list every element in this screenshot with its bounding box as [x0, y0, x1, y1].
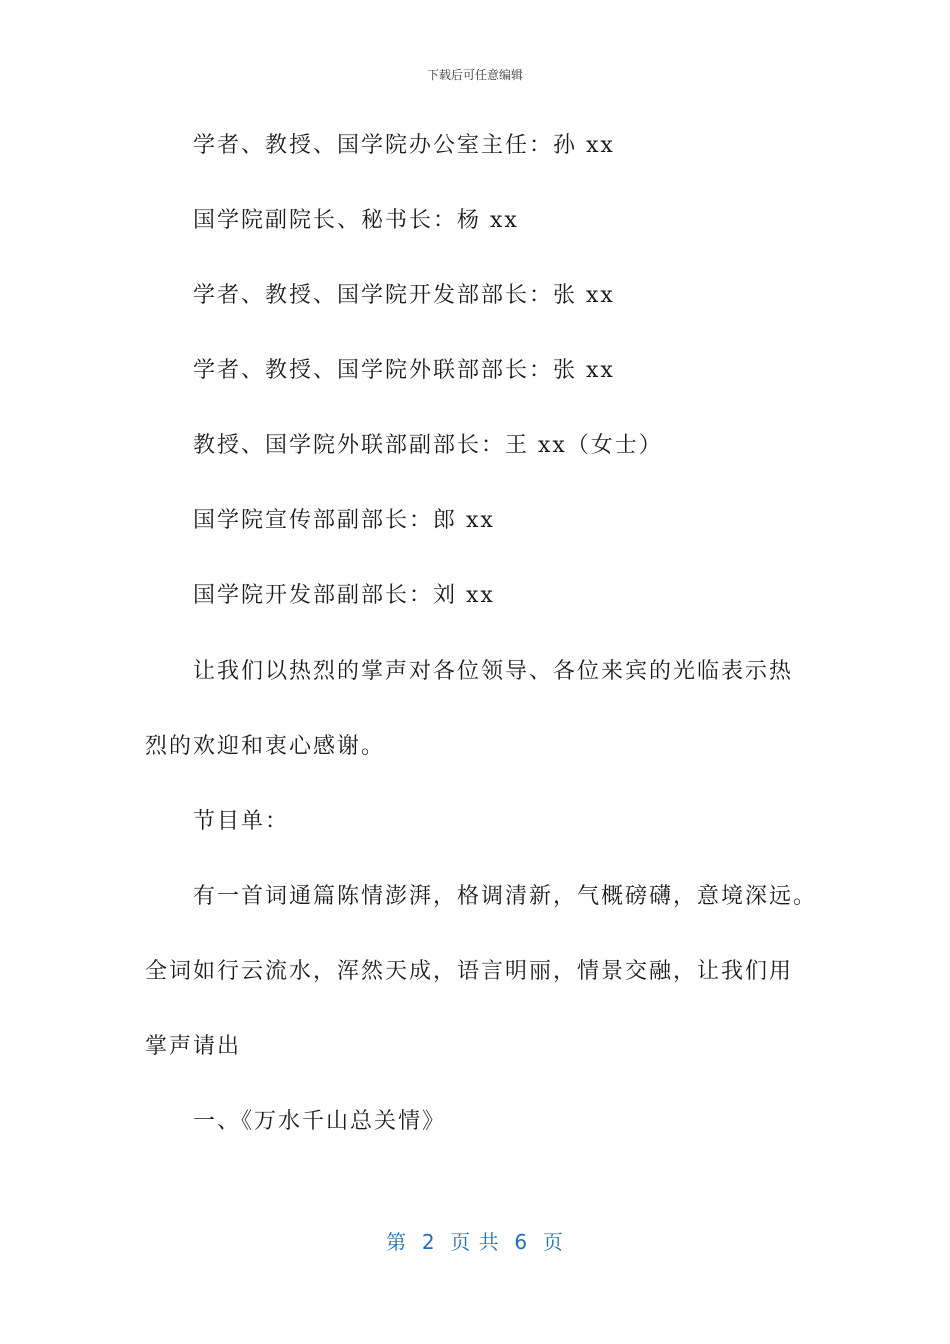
program-intro-line-2: 全词如行云流水，浑然天成，语言明丽，情景交融，让我们用: [145, 959, 794, 984]
attendee-line: 国学院副院长、秘书长：杨 xx: [193, 208, 519, 233]
program-item-1: 一、《万水千山总关情》: [193, 1109, 447, 1134]
program-heading: 节目单：: [193, 809, 290, 834]
page-number-footer: 第 2 页 共 6 页: [386, 1230, 564, 1254]
program-intro-line-3: 掌声请出: [145, 1034, 242, 1059]
attendee-line: 学者、教授、国学院开发部部长：张 xx: [193, 283, 615, 308]
welcome-line-1: 让我们以热烈的掌声对各位领导、各位来宾的光临表示热: [193, 659, 794, 684]
welcome-line-2: 烈的欢迎和衷心感谢。: [145, 734, 386, 759]
attendee-line: 学者、教授、国学院办公室主任：孙 xx: [193, 133, 615, 158]
attendee-line: 学者、教授、国学院外联部部长：张 xx: [193, 358, 615, 383]
document-body: [145, 127, 825, 1159]
attendee-line: 国学院开发部副部长：刘 xx: [193, 583, 495, 608]
attendee-line: 教授、国学院外联部副部长：王 xx（女士）: [193, 433, 663, 458]
attendee-line: 国学院宣传部副部长：郎 xx: [193, 508, 495, 533]
welcome-paragraph: [145, 634, 825, 1159]
header-note: 下载后可任意编辑: [426, 68, 523, 82]
program-intro-line-1: 有一首词通篇陈情澎湃，格调清新，气概磅礴，意境深远。: [193, 884, 818, 909]
